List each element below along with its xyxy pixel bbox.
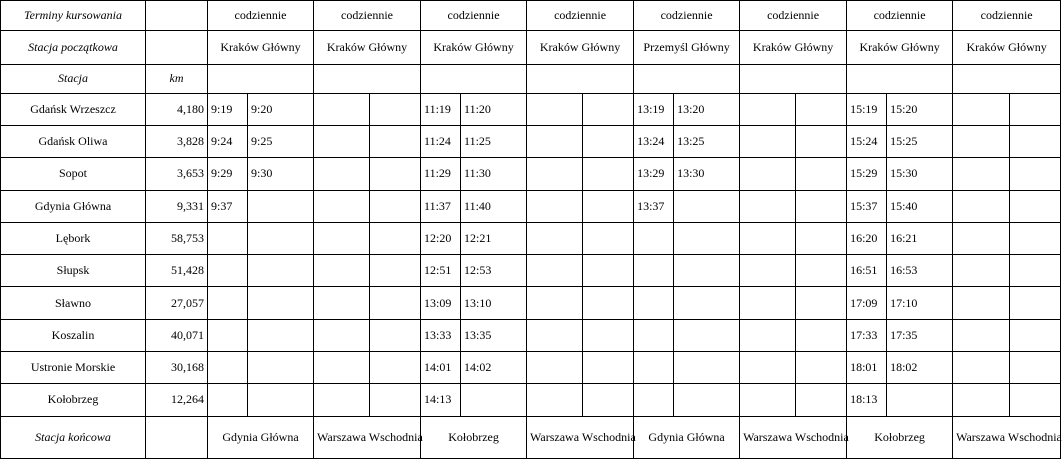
arrival-time: 13:24 (634, 126, 674, 158)
arrival-time (740, 93, 796, 125)
terminy-label: Terminy kursowania (1, 1, 146, 31)
station-header: Stacja (1, 64, 146, 93)
departure-time: 9:20 (248, 93, 314, 125)
station-km: 40,071 (146, 319, 208, 351)
station-km: 30,168 (146, 352, 208, 384)
arrival-time: 11:29 (421, 158, 461, 190)
start-station-cell: Kraków Główny (314, 31, 421, 64)
departure-time (1010, 287, 1061, 319)
arrival-time (208, 287, 248, 319)
empty-cell (314, 64, 421, 93)
arrival-time (314, 255, 370, 287)
empty-cell (146, 1, 208, 31)
departure-time (796, 352, 847, 384)
arrival-time (634, 319, 674, 351)
arrival-time: 9:37 (208, 190, 248, 222)
departure-time (370, 190, 421, 222)
arrival-time (740, 319, 796, 351)
arrival-time (634, 222, 674, 254)
station-name: Lębork (1, 222, 146, 254)
arrival-time (314, 319, 370, 351)
empty-cell (146, 416, 208, 458)
arrival-time (953, 126, 1010, 158)
arrival-time (634, 384, 674, 416)
departure-time (370, 93, 421, 125)
departure-time (1010, 158, 1061, 190)
departure-time (370, 222, 421, 254)
departure-time: 12:21 (461, 222, 527, 254)
departure-time (461, 384, 527, 416)
departure-time (583, 93, 634, 125)
departure-time: 17:10 (887, 287, 953, 319)
arrival-time (527, 287, 583, 319)
station-row (1, 190, 1061, 222)
station-km: 51,428 (146, 255, 208, 287)
departure-time (370, 384, 421, 416)
arrival-time: 13:33 (421, 319, 461, 351)
departure-time (796, 255, 847, 287)
departure-time (370, 126, 421, 158)
end-station-cell: Warszawa Wschodnia (953, 416, 1061, 458)
start-station-cell: Kraków Główny (740, 31, 847, 64)
station-row (1, 158, 1061, 190)
termin-cell: codziennie (740, 1, 847, 31)
arrival-time (208, 384, 248, 416)
arrival-time (953, 319, 1010, 351)
departure-time (796, 287, 847, 319)
departure-time (583, 222, 634, 254)
end-label: Stacja końcowa (1, 416, 146, 458)
departure-time (370, 287, 421, 319)
arrival-time: 12:51 (421, 255, 461, 287)
end-station-cell: Gdynia Główna (208, 416, 314, 458)
arrival-time (953, 352, 1010, 384)
empty-cell (953, 64, 1061, 93)
departure-time (887, 384, 953, 416)
departure-time: 13:35 (461, 319, 527, 351)
departure-time: 11:40 (461, 190, 527, 222)
start-station-row (1, 31, 1061, 64)
arrival-time (740, 384, 796, 416)
departure-time (583, 287, 634, 319)
departure-time (1010, 384, 1061, 416)
end-station-row (1, 416, 1061, 458)
departure-time (1010, 319, 1061, 351)
termin-cell: codziennie (634, 1, 740, 31)
arrival-time: 17:33 (847, 319, 887, 351)
arrival-time (208, 222, 248, 254)
arrival-time (314, 93, 370, 125)
departure-time: 13:25 (674, 126, 740, 158)
departure-time (1010, 255, 1061, 287)
termin-cell: codziennie (314, 1, 421, 31)
termin-cell: codziennie (847, 1, 953, 31)
termin-cell: codziennie (953, 1, 1061, 31)
departure-time (583, 158, 634, 190)
start-station-cell: Kraków Główny (421, 31, 527, 64)
station-name: Gdynia Główna (1, 190, 146, 222)
arrival-time (208, 352, 248, 384)
departure-time (248, 190, 314, 222)
station-km: 3,653 (146, 158, 208, 190)
end-station-cell: Warszawa Wschodnia (527, 416, 634, 458)
termin-cell: codziennie (527, 1, 634, 31)
station-row (1, 126, 1061, 158)
arrival-time: 12:20 (421, 222, 461, 254)
departure-time (370, 255, 421, 287)
empty-cell (847, 64, 953, 93)
departure-time (248, 352, 314, 384)
arrival-time: 13:29 (634, 158, 674, 190)
arrival-time: 13:19 (634, 93, 674, 125)
arrival-time (740, 126, 796, 158)
departure-time: 9:25 (248, 126, 314, 158)
departure-time: 11:30 (461, 158, 527, 190)
arrival-time: 15:19 (847, 93, 887, 125)
arrival-time (953, 287, 1010, 319)
station-name: Ustronie Morskie (1, 352, 146, 384)
station-name: Sławno (1, 287, 146, 319)
arrival-time: 9:24 (208, 126, 248, 158)
departure-time: 12:53 (461, 255, 527, 287)
departure-time (583, 352, 634, 384)
arrival-time (314, 287, 370, 319)
start-station-cell: Kraków Główny (953, 31, 1061, 64)
start-station-cell: Kraków Główny (847, 31, 953, 64)
arrival-time (634, 352, 674, 384)
station-row (1, 384, 1061, 416)
station-km: 3,828 (146, 126, 208, 158)
station-row (1, 287, 1061, 319)
departure-time (583, 190, 634, 222)
station-km: 58,753 (146, 222, 208, 254)
departure-time: 15:40 (887, 190, 953, 222)
departure-time (674, 190, 740, 222)
arrival-time: 14:13 (421, 384, 461, 416)
station-row (1, 319, 1061, 351)
departure-time (796, 384, 847, 416)
arrival-time: 13:09 (421, 287, 461, 319)
arrival-time (527, 190, 583, 222)
departure-time (796, 93, 847, 125)
arrival-time: 18:13 (847, 384, 887, 416)
arrival-time (314, 352, 370, 384)
arrival-time (953, 190, 1010, 222)
departure-time (583, 126, 634, 158)
departure-time (370, 319, 421, 351)
arrival-time (953, 93, 1010, 125)
station-name: Sopot (1, 158, 146, 190)
start-station-cell: Przemyśl Główny (634, 31, 740, 64)
departure-time (248, 222, 314, 254)
arrival-time (208, 319, 248, 351)
arrival-time (527, 319, 583, 351)
arrival-time (314, 126, 370, 158)
station-km: 12,264 (146, 384, 208, 416)
departure-time (796, 158, 847, 190)
arrival-time: 16:20 (847, 222, 887, 254)
arrival-time: 15:29 (847, 158, 887, 190)
arrival-time (527, 126, 583, 158)
departure-time (248, 384, 314, 416)
departure-time: 13:20 (674, 93, 740, 125)
arrival-time (314, 158, 370, 190)
departure-time (796, 319, 847, 351)
end-station-cell: Kołobrzeg (421, 416, 527, 458)
departure-time (674, 222, 740, 254)
arrival-time (953, 222, 1010, 254)
station-name: Słupsk (1, 255, 146, 287)
end-station-cell: Warszawa Wschodnia (314, 416, 421, 458)
departure-time: 18:02 (887, 352, 953, 384)
arrival-time (314, 384, 370, 416)
empty-cell (634, 64, 740, 93)
departure-time (674, 352, 740, 384)
arrival-time (953, 255, 1010, 287)
departure-time (583, 255, 634, 287)
arrival-time (527, 158, 583, 190)
terminy-row (1, 1, 1061, 31)
arrival-time (740, 287, 796, 319)
departure-time: 15:25 (887, 126, 953, 158)
arrival-time (527, 93, 583, 125)
empty-cell (421, 64, 527, 93)
arrival-time (740, 158, 796, 190)
arrival-time: 11:24 (421, 126, 461, 158)
departure-time (248, 255, 314, 287)
station-row (1, 255, 1061, 287)
departure-time (1010, 126, 1061, 158)
departure-time: 16:53 (887, 255, 953, 287)
start-station-cell: Kraków Główny (208, 31, 314, 64)
arrival-time: 15:37 (847, 190, 887, 222)
departure-time: 9:30 (248, 158, 314, 190)
arrival-time: 15:24 (847, 126, 887, 158)
arrival-time: 13:37 (634, 190, 674, 222)
arrival-time (527, 255, 583, 287)
station-name: Kołobrzeg (1, 384, 146, 416)
departure-time (796, 222, 847, 254)
column-header-row (1, 64, 1061, 93)
km-header: km (146, 64, 208, 93)
station-row (1, 352, 1061, 384)
arrival-time (740, 352, 796, 384)
arrival-time (740, 190, 796, 222)
arrival-time (634, 287, 674, 319)
arrival-time: 9:19 (208, 93, 248, 125)
arrival-time: 9:29 (208, 158, 248, 190)
departure-time: 15:20 (887, 93, 953, 125)
station-km: 9,331 (146, 190, 208, 222)
departure-time (1010, 93, 1061, 125)
arrival-time: 17:09 (847, 287, 887, 319)
departure-time (1010, 352, 1061, 384)
empty-cell (740, 64, 847, 93)
station-name: Koszalin (1, 319, 146, 351)
start-label: Stacja początkowa (1, 31, 146, 64)
arrival-time (527, 352, 583, 384)
arrival-time (953, 158, 1010, 190)
arrival-time: 11:37 (421, 190, 461, 222)
departure-time (1010, 222, 1061, 254)
departure-time: 14:02 (461, 352, 527, 384)
arrival-time (953, 384, 1010, 416)
station-name: Gdańsk Oliwa (1, 126, 146, 158)
departure-time (248, 319, 314, 351)
station-km: 27,057 (146, 287, 208, 319)
departure-time (370, 158, 421, 190)
departure-time (583, 384, 634, 416)
departure-time (674, 287, 740, 319)
station-km: 4,180 (146, 93, 208, 125)
departure-time (796, 190, 847, 222)
start-station-cell: Kraków Główny (527, 31, 634, 64)
departure-time (674, 255, 740, 287)
station-name: Gdańsk Wrzeszcz (1, 93, 146, 125)
arrival-time (634, 255, 674, 287)
departure-time (583, 319, 634, 351)
empty-cell (527, 64, 634, 93)
termin-cell: codziennie (421, 1, 527, 31)
departure-time: 17:35 (887, 319, 953, 351)
arrival-time (314, 190, 370, 222)
departure-time: 13:10 (461, 287, 527, 319)
departure-time (674, 384, 740, 416)
arrival-time (314, 222, 370, 254)
departure-time (370, 352, 421, 384)
departure-time (1010, 190, 1061, 222)
departure-time (248, 287, 314, 319)
arrival-time (208, 255, 248, 287)
arrival-time (740, 255, 796, 287)
departure-time (796, 126, 847, 158)
arrival-time (740, 222, 796, 254)
end-station-cell: Kołobrzeg (847, 416, 953, 458)
departure-time (674, 319, 740, 351)
station-row (1, 222, 1061, 254)
timetable-body (1, 1, 1061, 459)
departure-time: 15:30 (887, 158, 953, 190)
arrival-time (527, 222, 583, 254)
termin-cell: codziennie (208, 1, 314, 31)
end-station-cell: Warszawa Wschodnia (740, 416, 847, 458)
arrival-time (527, 384, 583, 416)
departure-time: 11:20 (461, 93, 527, 125)
station-row (1, 93, 1061, 125)
departure-time: 11:25 (461, 126, 527, 158)
arrival-time: 16:51 (847, 255, 887, 287)
arrival-time: 18:01 (847, 352, 887, 384)
departure-time: 13:30 (674, 158, 740, 190)
empty-cell (208, 64, 314, 93)
empty-cell (146, 31, 208, 64)
arrival-time: 11:19 (421, 93, 461, 125)
end-station-cell: Gdynia Główna (634, 416, 740, 458)
departure-time: 16:21 (887, 222, 953, 254)
arrival-time: 14:01 (421, 352, 461, 384)
